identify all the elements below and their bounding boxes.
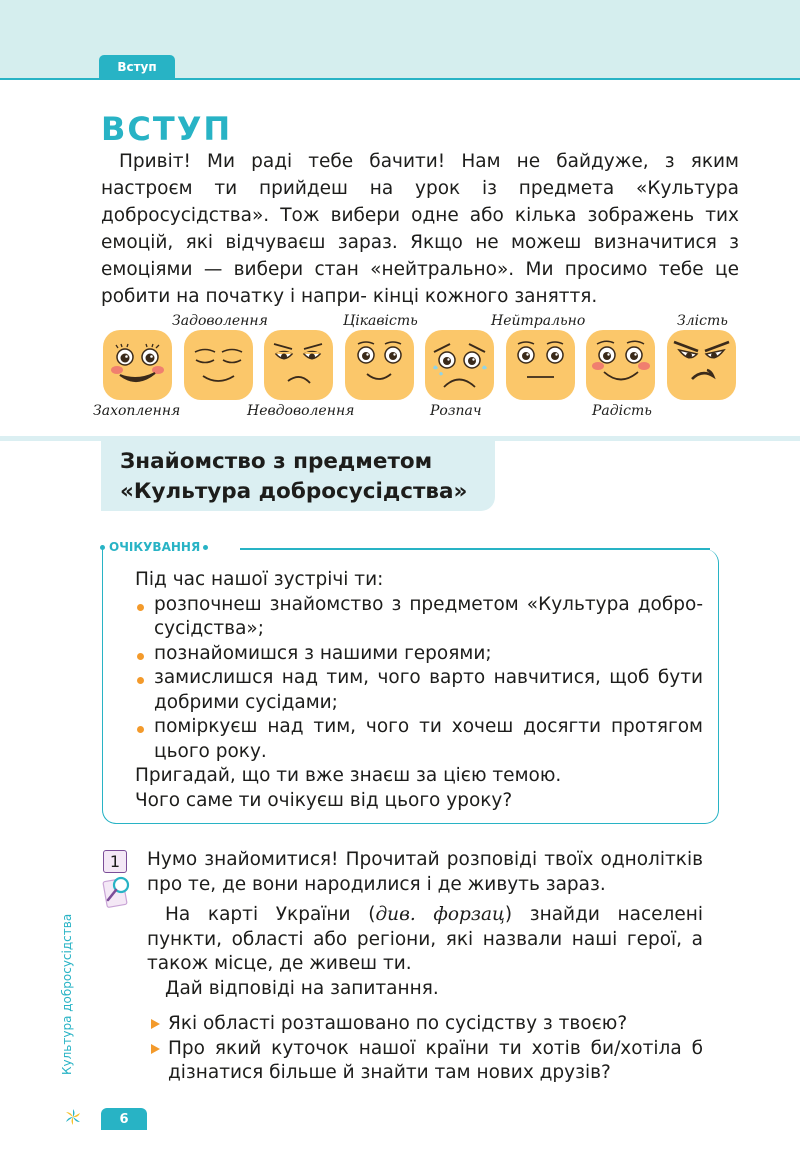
- magnifier-icon: [102, 874, 132, 910]
- flower-icon: [63, 1107, 83, 1127]
- emotion-label-satisfaction: Задоволення: [172, 313, 268, 329]
- expectation-item: поміркуєш над тим, чого ти хочеш досягти протягом цього року.: [135, 715, 703, 764]
- emotion-label-delight: Захоплення: [93, 403, 181, 419]
- expectations-content: [135, 568, 703, 813]
- expectation-item: познайомишся з нашими героями;: [135, 642, 703, 667]
- dot-icon: [100, 545, 105, 550]
- despair-face-icon[interactable]: [425, 330, 494, 400]
- page-title: ВСТУП: [101, 110, 233, 148]
- expectations-question: Чого саме ти очікуєш від цього уроку?: [135, 789, 513, 811]
- neutral-face-icon[interactable]: [506, 330, 575, 400]
- page-number: 6: [101, 1108, 147, 1130]
- emotion-label-despair: Розпач: [430, 403, 482, 419]
- task-1-answer-prompt: Дай відповіді на запитання.: [165, 977, 439, 999]
- task-1-intro: Нумо знайомитися! Прочитай розповіді твоїх однолітків про те, де вони народилися і де живуть зараз.: [147, 849, 703, 895]
- subject-vertical-title: Культура добросусідства: [60, 913, 74, 1075]
- expectations-intro: Під час нашої зустрічі ти:: [135, 569, 384, 590]
- intro-paragraph: Привіт! Ми раді тебе бачити! Нам не байдуже, з яким настроєм ти прийдеш на урок із предмета «Культура добросусідства». Тож вибери одне або кілька зображень тих емоцій, які відчуваєш зараз. Якщо не можеш визначитися з емоціями — вибери стан «нейтрально». Ми просимо тебе це робити на початку і напри- кінці кожного заняття.: [101, 151, 739, 307]
- emotion-label-neutral: Нейтрально: [491, 313, 586, 329]
- emotion-label-anger: Злість: [677, 313, 728, 329]
- emotion-label-joy: Радість: [592, 403, 652, 419]
- dot-icon: [203, 545, 208, 550]
- section-tab: Вступ: [99, 55, 175, 79]
- joy-face-icon[interactable]: [586, 330, 655, 400]
- displeased-face-icon[interactable]: [264, 330, 333, 400]
- expectations-recall: Пригадай, що ти вже знаєш за цією темою.: [135, 765, 562, 786]
- task-1: [147, 848, 703, 1086]
- delight-face-icon[interactable]: [103, 330, 172, 400]
- expectation-item: замислишся над тим, чого варто навчитися, щоб бути добрими сусідами;: [135, 666, 703, 715]
- lesson-title: Знайомство з предметом «Культура добросусідства»: [120, 449, 468, 504]
- emotion-label-curiosity: Цікавість: [343, 313, 418, 329]
- task-1-question: Які області розташовано по сусідству з твоєю?: [147, 1012, 703, 1037]
- expectations-frame-top: [240, 548, 710, 550]
- curious-face-icon[interactable]: [345, 330, 414, 400]
- expectations-label: ОЧІКУВАННЯ: [100, 540, 208, 554]
- emotion-label-displeasure: Невдоволення: [247, 403, 355, 419]
- content-face-icon[interactable]: [184, 330, 253, 400]
- expectations-frame-left: [102, 549, 116, 824]
- task-1-question: Про який куточок нашої країни ти хотів би/хотіла б дізнатися більше й знайти там нових друзів?: [147, 1037, 703, 1086]
- task-number: 1: [103, 850, 127, 873]
- anger-face-icon[interactable]: [667, 330, 736, 400]
- task-1-map-instruction: На карті України (див. форзац) знайди населені пункти, області або регіони, які назвали наші герої, а також місце, де живеш ти.: [147, 904, 703, 974]
- expectation-item: розпочнеш знайомство з предметом «Культура добро-сусідства»;: [135, 593, 703, 642]
